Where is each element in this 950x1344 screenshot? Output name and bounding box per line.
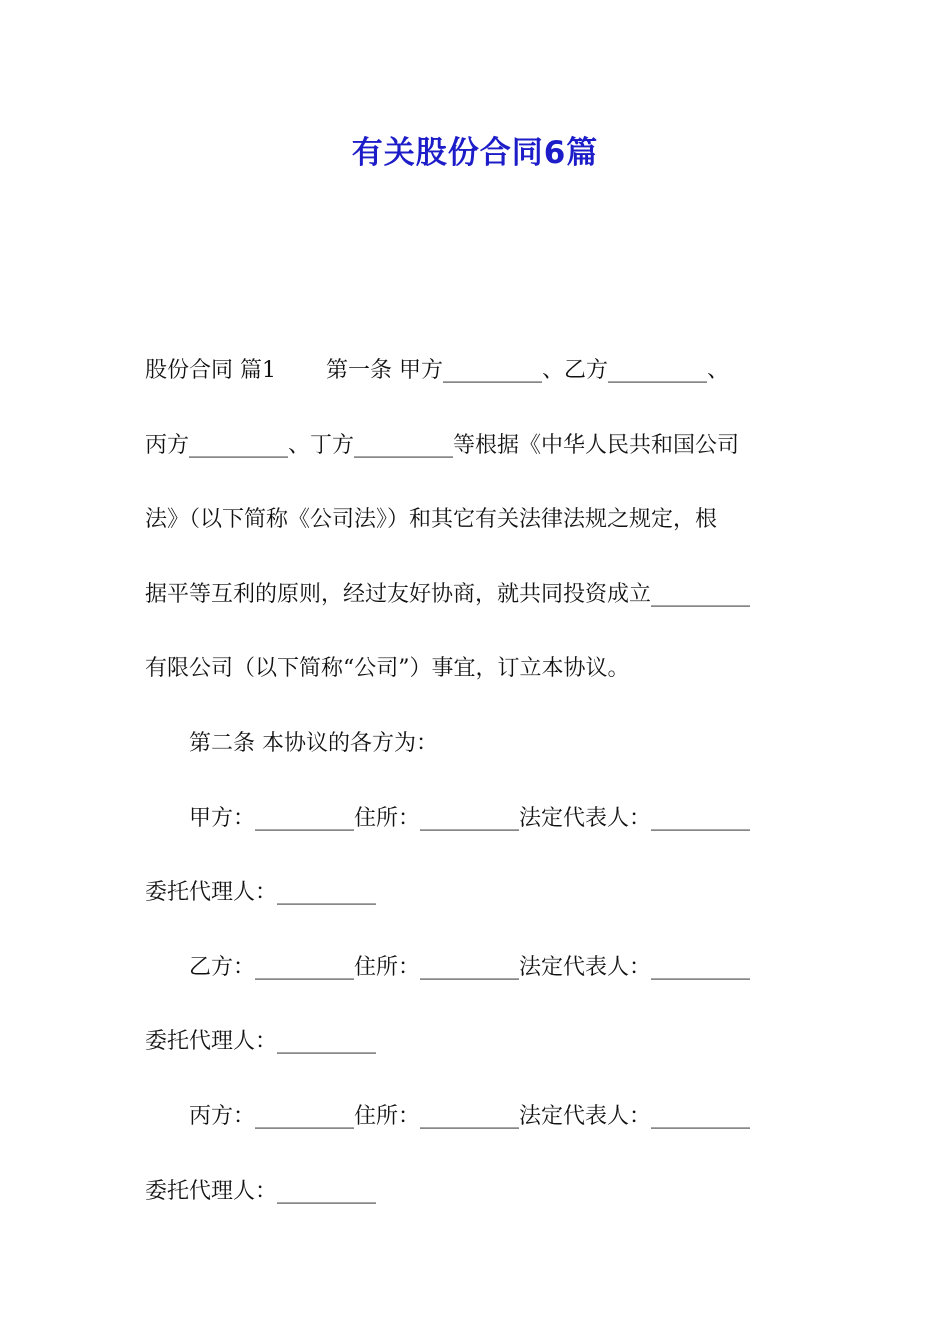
article-2-heading: 第二条 本协议的各方为： <box>189 730 438 756</box>
section-heading: 股份合同 篇1 <box>145 358 276 383</box>
article-1-line-1 <box>145 334 807 409</box>
party-b-info: 乙方：_________住所：_________法定代表人：_________ <box>189 954 751 980</box>
article-1-line-2: 丙方_________、丁方_________等根据《中华人民共和国公司 <box>145 432 740 458</box>
article-1-line-3: 法》（以下简称《公司法》）和其它有关法律法规之规定，根 <box>145 507 718 533</box>
party-b-agent: 委托代理人：_________ <box>145 1029 377 1055</box>
party-a-agent: 委托代理人：_________ <box>145 880 377 906</box>
article-1-text: 第一条 甲方_________、乙方_________、 <box>326 358 729 383</box>
document-body <box>145 334 807 1229</box>
party-a-info: 甲方：_________住所：_________法定代表人：_________ <box>189 805 751 831</box>
article-1-line-5: 有限公司（以下简称“公司”）事宜，订立本协议。 <box>145 656 630 682</box>
document-title: 有关股份合同6篇 <box>351 135 599 171</box>
party-c-info: 丙方：_________住所：_________法定代表人：_________ <box>189 1103 751 1129</box>
party-c-agent: 委托代理人：_________ <box>145 1178 377 1204</box>
article-1-line-4: 据平等互利的原则，经过友好协商，就共同投资成立_________ <box>145 581 751 607</box>
